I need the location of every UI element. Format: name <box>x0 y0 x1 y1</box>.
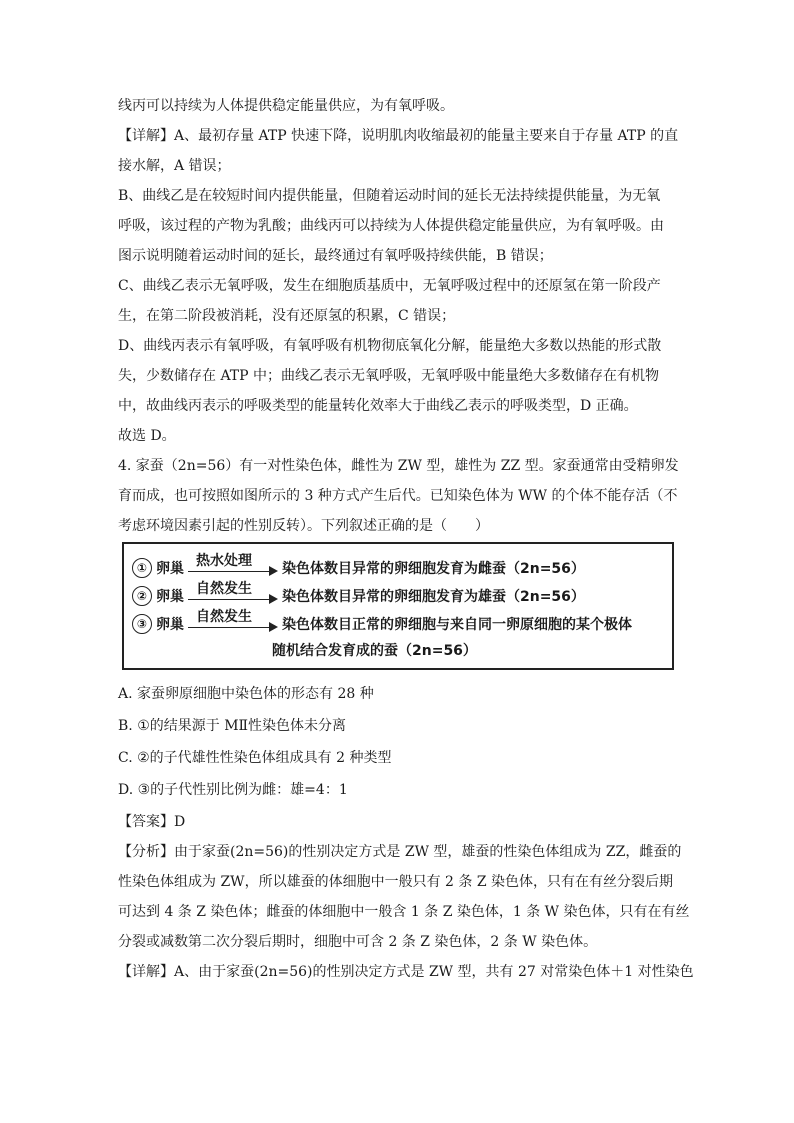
answer-line: 【答案】D <box>118 814 186 830</box>
source-label: 卵巢 <box>156 561 184 577</box>
text-line: 中，故曲线丙表示的呼吸类型的能量转化效率大于曲线乙表示的呼吸类型，D 正确。 <box>118 398 638 414</box>
result-label: 染色体数目正常的卵细胞与来自同一卵原细胞的某个极体 <box>282 617 632 633</box>
text-line: 可达到 4 条 Z 染色体；雌蚕的体细胞中一般含 1 条 Z 染色体，1 条 W 染色体，只有在有丝 <box>118 904 690 920</box>
arrow-label: 自然发生 <box>196 581 252 597</box>
diagram-row-2 <box>132 581 585 608</box>
text-line: 【分析】由于家蚕(2n=56)的性别决定方式是 ZW 型，雄蚕的性染色体组成为 ZZ，雌蚕的 <box>118 844 682 860</box>
arrow-icon <box>188 553 278 580</box>
row-number: ① <box>132 558 152 578</box>
text-line: B、曲线乙是在较短时间内提供能量，但随着运动时间的延长无法持续提供能量，为无氧 <box>118 188 661 204</box>
text-line: 呼吸，该过程的产物为乳酸；曲线丙可以持续为人体提供稳定能量供应，为有氧呼吸。由 <box>118 218 664 234</box>
text-line: 性染色体组成为 ZW，所以雄蚕的体细胞中一般只有 2 条 Z 染色体，只有在有丝分裂后期 <box>118 874 674 890</box>
diagram-row-3 <box>132 609 632 636</box>
result-label: 染色体数目异常的卵细胞发育为雄蚕（2n=56） <box>282 589 585 605</box>
text-line: 线丙可以持续为人体提供稳定能量供应，为有氧呼吸。 <box>118 98 454 114</box>
text-line: 【详解】A、由于家蚕(2n=56)的性别决定方式是 ZW 型，共有 27 对常染色体＋1 对性染色 <box>118 964 694 980</box>
text-line: 生，在第二阶段被消耗，没有还原氢的积累，C 错误； <box>118 308 456 324</box>
page-content <box>118 96 694 982</box>
text-line: D、曲线丙表示有氧呼吸，有氧呼吸有机物彻底氧化分解，能量绝大多数以热能的形式散 <box>118 338 662 354</box>
question-stem: 考虑环境因素引起的性别反转）。下列叙述正确的是（ ） <box>118 518 489 534</box>
text-line: C、曲线乙表示无氧呼吸，发生在细胞质基质中，无氧呼吸过程中的还原氢在第一阶段产 <box>118 278 661 294</box>
source-label: 卵巢 <box>156 617 184 633</box>
text-line: 图示说明随着运动时间的延长，最终通过有氧呼吸持续供能，B 错误； <box>118 248 553 264</box>
diagram-row-1 <box>132 553 585 580</box>
text-line: 故选 D。 <box>118 428 176 444</box>
text-line: 接水解，A 错误； <box>118 158 231 174</box>
options-list <box>118 684 678 800</box>
arrow-label: 自然发生 <box>196 609 252 625</box>
question-stem: 4. 家蚕（2n=56）有一对性染色体，雌性为 ZW 型，雄性为 ZZ 型。家蚕通常由受精卵发 <box>118 458 679 474</box>
text-line: 分裂或减数第二次分裂后期时，细胞中可含 2 条 Z 染色体，2 条 W 染色体。 <box>118 934 598 950</box>
question-stem: 育而成，也可按照如图所示的 3 种方式产生后代。已知染色体为 WW 的个体不能存活（不 <box>118 488 678 504</box>
arrow-label: 热水处理 <box>196 553 252 569</box>
result-continuation: 随机结合发育成的蚕（2n=56） <box>272 643 477 659</box>
result-label: 染色体数目异常的卵细胞发育为雌蚕（2n=56） <box>282 561 585 577</box>
option-a: A. 家蚕卵原细胞中染色体的形态有 28 种 <box>118 686 374 702</box>
option-c: C. ②的子代雄性性染色体组成具有 2 种类型 <box>118 750 392 766</box>
reproduction-diagram <box>122 542 674 670</box>
row-number: ③ <box>132 614 152 634</box>
row-number: ② <box>132 586 152 606</box>
option-b: B. ①的结果源于 MⅡ性染色体未分离 <box>118 718 347 734</box>
arrow-icon <box>188 609 278 636</box>
option-d: D. ③的子代性别比例为雌：雄=4：1 <box>118 782 348 798</box>
text-line: 【详解】A、最初存量 ATP 快速下降，说明肌肉收缩最初的能量主要来自于存量 ATP 的直 <box>118 128 679 144</box>
text-line: 失，少数储存在 ATP 中；曲线乙表示无氧呼吸，无氧呼吸中能量绝大多数储存在有机物 <box>118 368 660 384</box>
arrow-icon <box>188 581 278 608</box>
source-label: 卵巢 <box>156 589 184 605</box>
